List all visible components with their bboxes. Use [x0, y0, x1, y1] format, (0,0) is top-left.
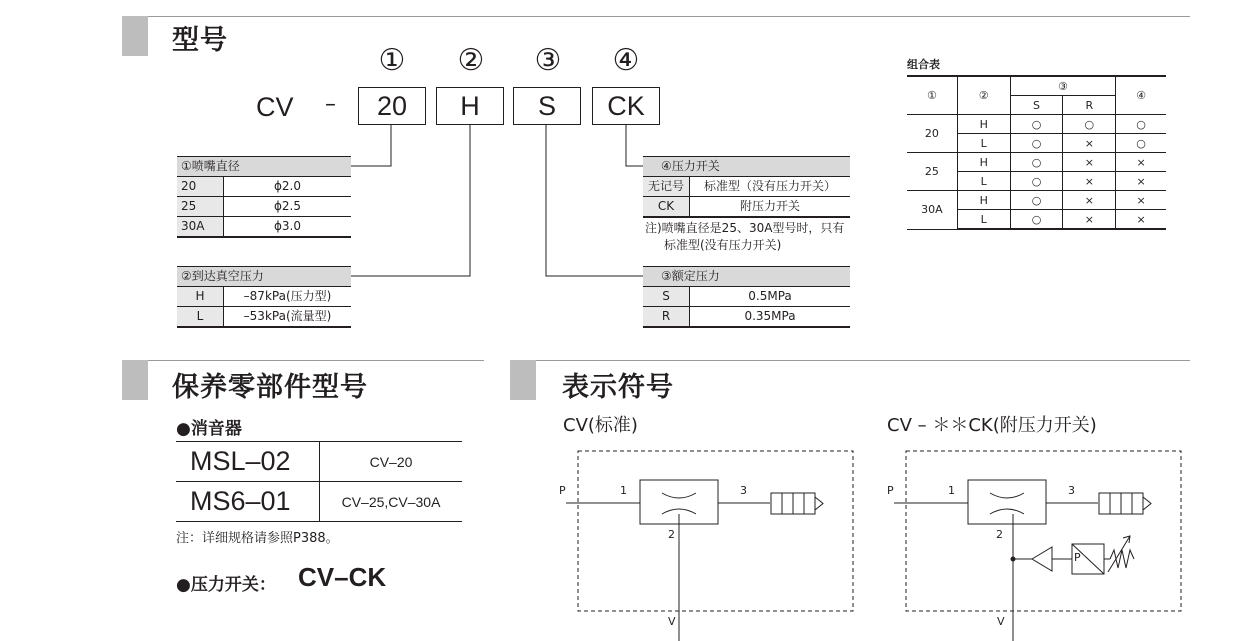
switch-cell: 无记号	[643, 177, 690, 197]
box-switch: CK	[592, 87, 660, 125]
combo-cell: ×	[1063, 172, 1116, 191]
model-prefix: CV	[256, 92, 294, 122]
port-1-right: 1	[948, 484, 955, 497]
symbol-caption-switch: CV – ＊＊CK(附压力开关)	[887, 415, 1097, 436]
combo-cell: ×	[1063, 134, 1116, 153]
part-applicable-model: CV–25,CV–30A	[320, 482, 463, 522]
combo-cell: ×	[1063, 153, 1116, 172]
switch-value: 附压力开关	[690, 197, 851, 218]
port-1-left: 1	[620, 484, 627, 497]
part-number: MS6–01	[176, 482, 320, 522]
marker-4: ④	[612, 43, 640, 78]
nozzle-cell: 25	[177, 197, 224, 217]
nozzle-value: ϕ3.0	[224, 217, 352, 238]
port-3-right: 3	[1068, 484, 1075, 497]
switch-cell: CK	[643, 197, 690, 218]
combo-head: ②	[957, 76, 1010, 115]
diffuser-arc	[662, 509, 696, 514]
nozzle-arc	[662, 493, 696, 498]
port-v-left: V	[668, 615, 676, 628]
marker-2: ②	[457, 43, 485, 78]
port-2-left: 2	[668, 528, 675, 541]
nozzle-cell: 20	[177, 177, 224, 197]
combo-cell: ×	[1116, 172, 1166, 191]
switch-note-line2: 标准型(没有压力开关)	[664, 238, 782, 252]
section-title-symbols: 表示符号	[562, 372, 674, 403]
combo-size: 25	[907, 153, 957, 191]
vacuum-table-title: ②到达真空压力	[177, 267, 351, 287]
combo-cell: ○	[1010, 210, 1063, 230]
vacuum-value: –87kPa(压力型)	[224, 287, 352, 307]
silencer-heading: ●消音器	[176, 419, 242, 439]
combo-cell: ○	[1063, 115, 1116, 134]
switch-value: 标准型（没有压力开关）	[690, 177, 851, 197]
combo-cell: L	[957, 210, 1010, 230]
nozzle-value: ϕ2.5	[224, 197, 352, 217]
combo-cell: ○	[1116, 115, 1166, 134]
vacuum-cell: L	[177, 307, 224, 328]
pressure-value: 0.5MPa	[690, 287, 851, 307]
port-v-right: V	[997, 615, 1005, 628]
combo-cell: H	[957, 115, 1010, 134]
combo-size: 30A	[907, 191, 957, 230]
combo-size: 20	[907, 115, 957, 153]
standard-symbol-frame	[578, 451, 853, 611]
parts-note: 注：详细规格请参照P388。	[176, 531, 339, 546]
part-number: MSL–02	[176, 442, 320, 482]
symbol-caption-standard: CV(标准)	[563, 415, 638, 436]
spring-symbol	[1110, 550, 1134, 568]
model-dash: –	[325, 92, 336, 117]
combo-cell: H	[957, 153, 1010, 172]
combo-cell: ○	[1010, 115, 1063, 134]
pressure-value: 0.35MPa	[690, 307, 851, 328]
part-applicable-model: CV–20	[320, 442, 463, 482]
box-pressure: S	[513, 87, 581, 125]
combo-head: ④	[1116, 76, 1166, 115]
port-p-right: P	[887, 484, 894, 497]
port-p-left: P	[559, 484, 566, 497]
combo-cell: ○	[1010, 191, 1063, 210]
combo-cell: ○	[1010, 134, 1063, 153]
switch-model: CV–CK	[298, 562, 387, 592]
pressure-cell: R	[643, 307, 690, 328]
nozzle-value: ϕ2.0	[224, 177, 352, 197]
combo-head: ③	[1010, 76, 1116, 96]
combo-cell: ×	[1063, 210, 1116, 230]
combo-head: ①	[907, 76, 957, 115]
combo-cell: ×	[1063, 191, 1116, 210]
combo-cell: H	[957, 191, 1010, 210]
switch-symbol-frame	[906, 451, 1181, 611]
switch-table-title: ④压力开关	[643, 157, 850, 177]
port-2-right: 2	[996, 528, 1003, 541]
nozzle-cell: 30A	[177, 217, 224, 238]
nozzle-table-title: ①喷嘴直径	[177, 157, 351, 177]
vacuum-cell: H	[177, 287, 224, 307]
section-title-parts: 保养零部件型号	[172, 372, 368, 403]
combo-sub-head: R	[1063, 96, 1116, 115]
port-3-left: 3	[740, 484, 747, 497]
switch-heading: ●压力开关：	[176, 575, 276, 595]
combo-cell: ○	[1010, 153, 1063, 172]
switch-note-line1: 注)喷嘴直径是25、30A型号时，只有	[645, 221, 845, 235]
combo-cell: ×	[1116, 191, 1166, 210]
combo-cell: L	[957, 172, 1010, 191]
box-vacuum: H	[436, 87, 504, 125]
pressure-cell: S	[643, 287, 690, 307]
pressure-table-title: ③额定压力	[643, 267, 850, 287]
combo-cell: L	[957, 134, 1010, 153]
ejector-body-2	[968, 480, 1046, 524]
combo-title: 组合表	[907, 58, 940, 71]
combo-cell: ○	[1010, 172, 1063, 191]
sensor-p-label: P	[1074, 551, 1081, 564]
pressure-sensor-triangle	[1032, 547, 1052, 571]
marker-1: ①	[378, 43, 406, 78]
combo-cell: ×	[1116, 210, 1166, 230]
combo-cell: ○	[1116, 134, 1166, 153]
marker-3: ③	[534, 43, 562, 78]
combo-cell: ×	[1116, 153, 1166, 172]
vacuum-value: –53kPa(流量型)	[224, 307, 352, 328]
box-nozzle: 20	[358, 87, 426, 125]
section-title-model: 型号	[172, 25, 228, 56]
combo-sub-head: S	[1010, 96, 1063, 115]
